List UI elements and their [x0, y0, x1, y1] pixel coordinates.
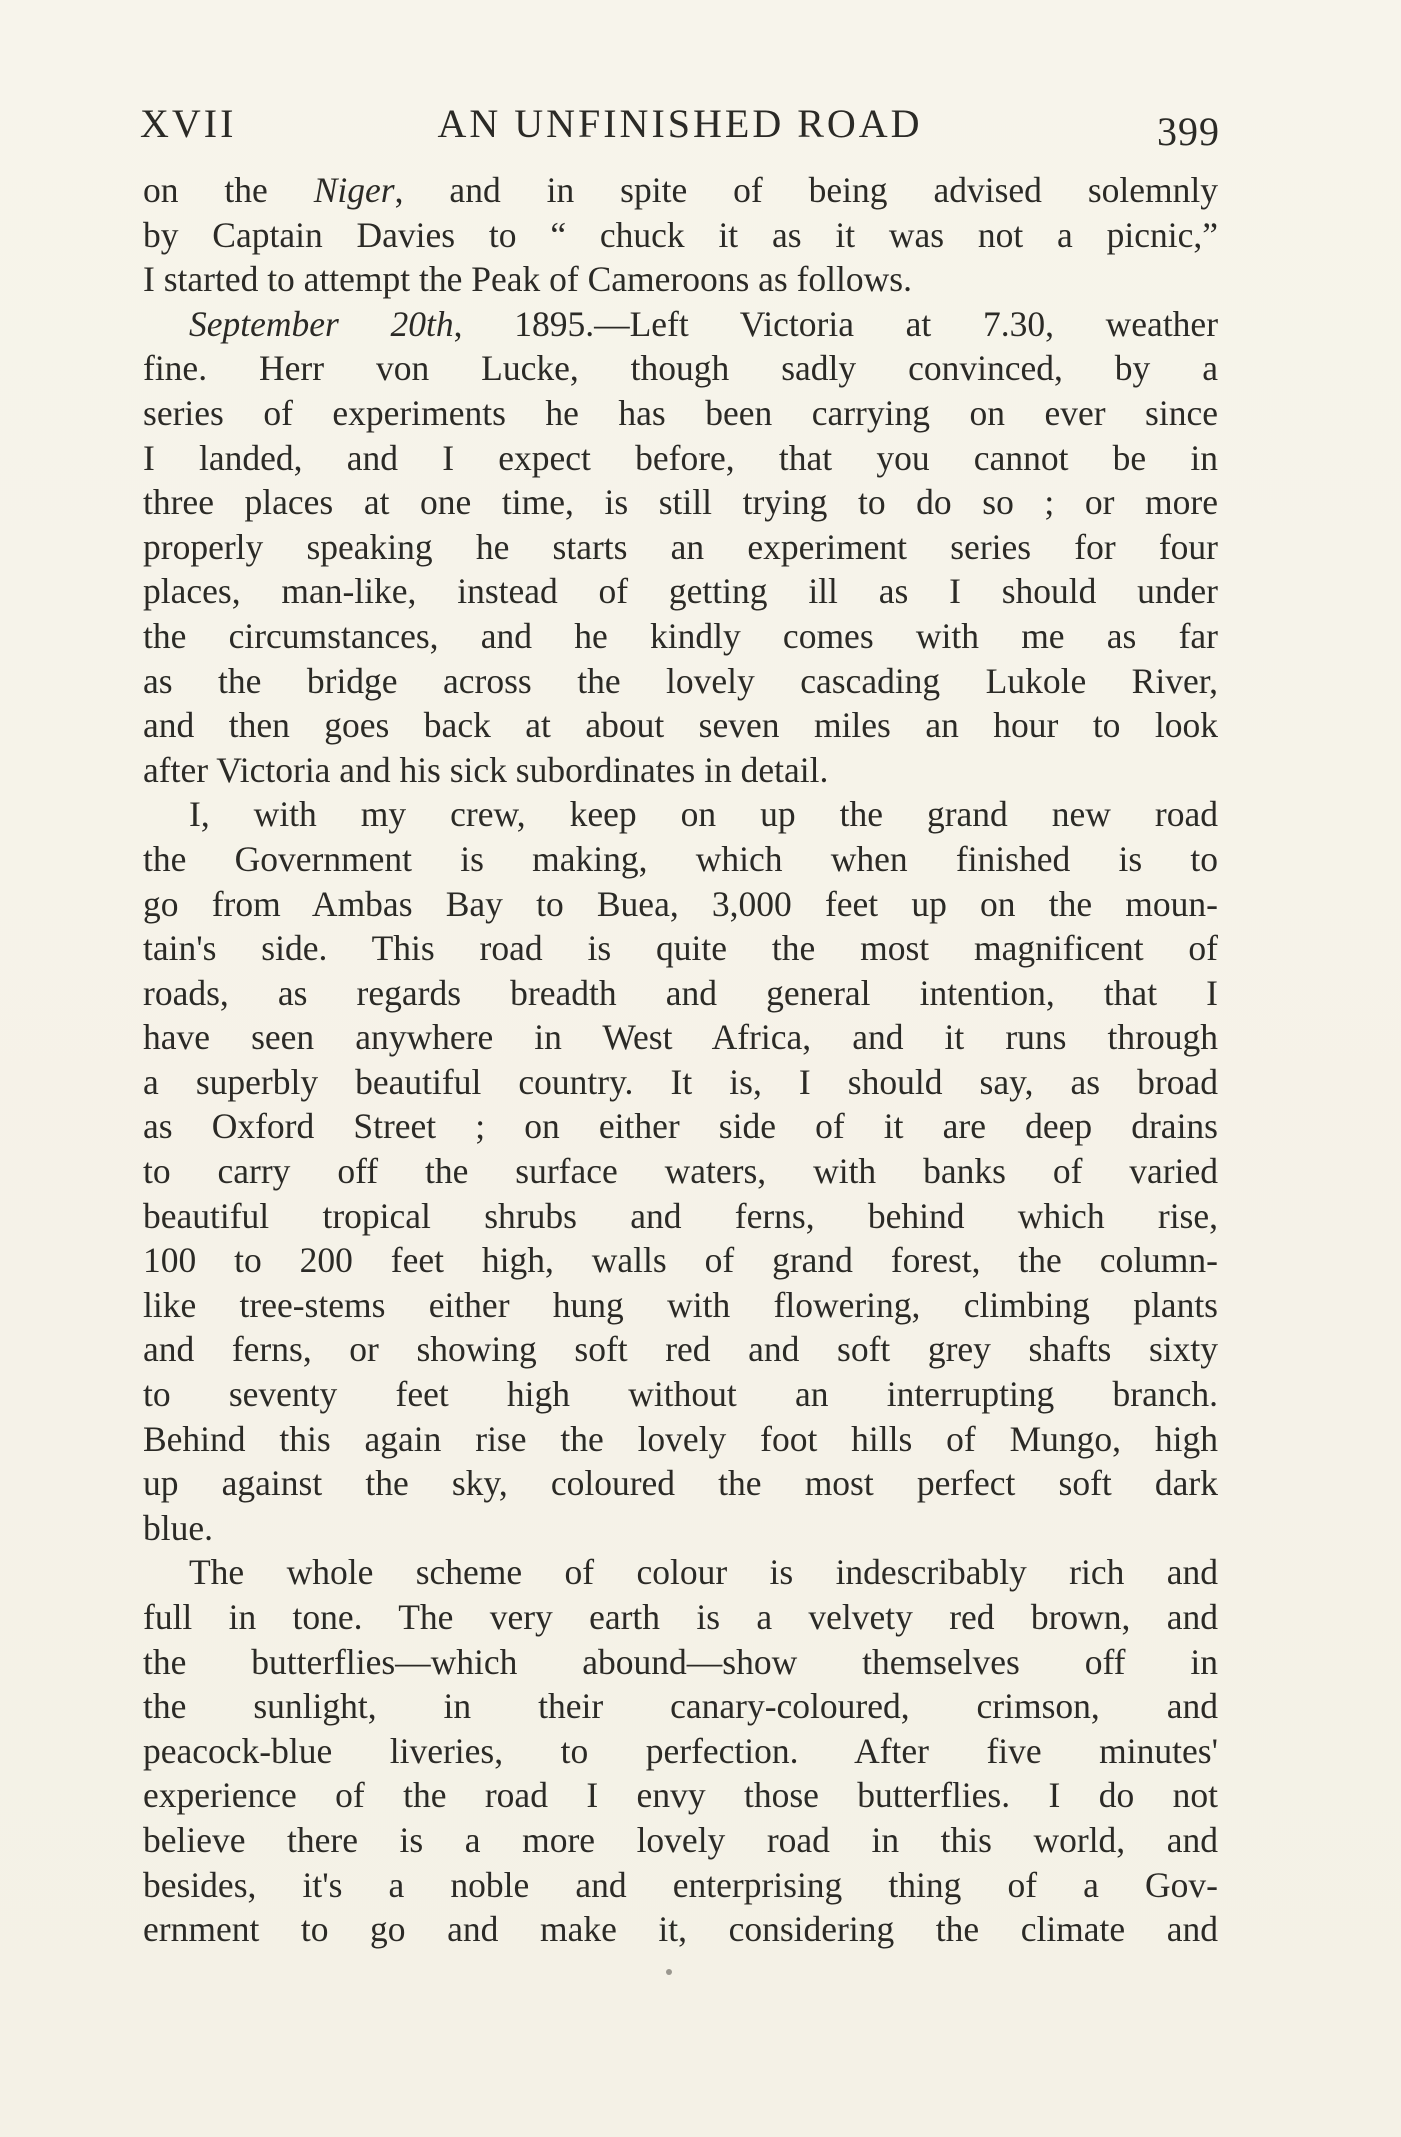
- text-line: Behind this again rise the lovely foot hills of Mungo, high: [143, 1418, 1218, 1459]
- chapter-number: XVII: [140, 101, 237, 146]
- text-line: I, with my crew, keep on up the grand new road: [189, 794, 1218, 835]
- text-line: 100 to 200 feet high, walls of grand forest, the column-: [143, 1240, 1218, 1281]
- text-line: like tree-stems either hung with flowering, climbing plants: [143, 1284, 1218, 1325]
- text-line: and then goes back at about seven miles an hour to look: [143, 705, 1218, 746]
- text-line: the Government is making, which when finished is to: [143, 838, 1218, 879]
- text-line: places, man-like, instead of getting ill as I should under: [143, 571, 1218, 612]
- text-line: properly speaking he starts an experiment series for four: [143, 526, 1218, 567]
- text-line: blue.: [143, 1507, 213, 1548]
- text-line: believe there is a more lovely road in this world, and: [143, 1819, 1218, 1860]
- body-text: [143, 168, 1218, 1952]
- text-line: to seventy feet high without an interrupting branch.: [143, 1374, 1218, 1415]
- text-line: to carry off the surface waters, with banks of varied: [143, 1151, 1218, 1192]
- text-line: as Oxford Street ; on either side of it are deep drains: [143, 1106, 1218, 1147]
- text-line: tain's side. This road is quite the most magnificent of: [143, 928, 1218, 969]
- text-line: after Victoria and his sick subordinates in detail.: [143, 749, 829, 790]
- text-line: have seen anywhere in West Africa, and it runs through: [143, 1017, 1218, 1058]
- text-line: roads, as regards breadth and general intention, that I: [143, 972, 1218, 1013]
- text-line: up against the sky, coloured the most perfect soft dark: [143, 1463, 1218, 1504]
- text-line: by Captain Davies to “ chuck it as it was not a picnic,”: [143, 214, 1218, 255]
- text-line: I started to attempt the Peak of Cameroons as follows.: [143, 259, 912, 300]
- text-line: on the Niger, and in spite of being advised solemnly: [143, 170, 1218, 210]
- text-line: the circumstances, and he kindly comes with me as far: [143, 615, 1218, 656]
- text-line: peacock-blue liveries, to perfection. After five minutes': [143, 1730, 1218, 1771]
- text-line: beautiful tropical shrubs and ferns, behind which rise,: [143, 1195, 1218, 1236]
- running-title: AN UNFINISHED ROAD: [437, 101, 923, 146]
- printer-mark: [666, 1969, 672, 1975]
- text-line: the butterflies—which abound—show themselves off in: [143, 1641, 1218, 1682]
- text-line: go from Ambas Bay to Buea, 3,000 feet up on the moun-: [143, 883, 1218, 924]
- text-line: September 20th, 1895.—Left Victoria at 7.30, weather: [189, 303, 1219, 344]
- text-line: and ferns, or showing soft red and soft grey shafts sixty: [143, 1329, 1218, 1370]
- text-line: experience of the road I envy those butterflies. I do not: [143, 1775, 1218, 1816]
- text-line: three places at one time, is still trying to do so ; or more: [143, 482, 1218, 523]
- text-line: the sunlight, in their canary-coloured, crimson, and: [143, 1686, 1218, 1727]
- text-line: series of experiments he has been carrying on ever since: [143, 392, 1218, 433]
- text-line: full in tone. The very earth is a velvety red brown, and: [143, 1597, 1218, 1637]
- page-number: 399: [1157, 109, 1220, 154]
- text-line: besides, it's a noble and enterprising thing of a Gov-: [143, 1864, 1218, 1905]
- text-line: as the bridge across the lovely cascading Lukole River,: [143, 660, 1218, 701]
- text-line: ernment to go and make it, considering the climate and: [143, 1909, 1218, 1950]
- text-line: a superbly beautiful country. It is, I should say, as broad: [143, 1061, 1218, 1102]
- text-line: The whole scheme of colour is indescribably rich and: [189, 1552, 1218, 1593]
- running-header: [140, 100, 1220, 160]
- text-line: I landed, and I expect before, that you cannot be in: [143, 437, 1218, 478]
- text-line: fine. Herr von Lucke, though sadly convinced, by a: [143, 348, 1218, 389]
